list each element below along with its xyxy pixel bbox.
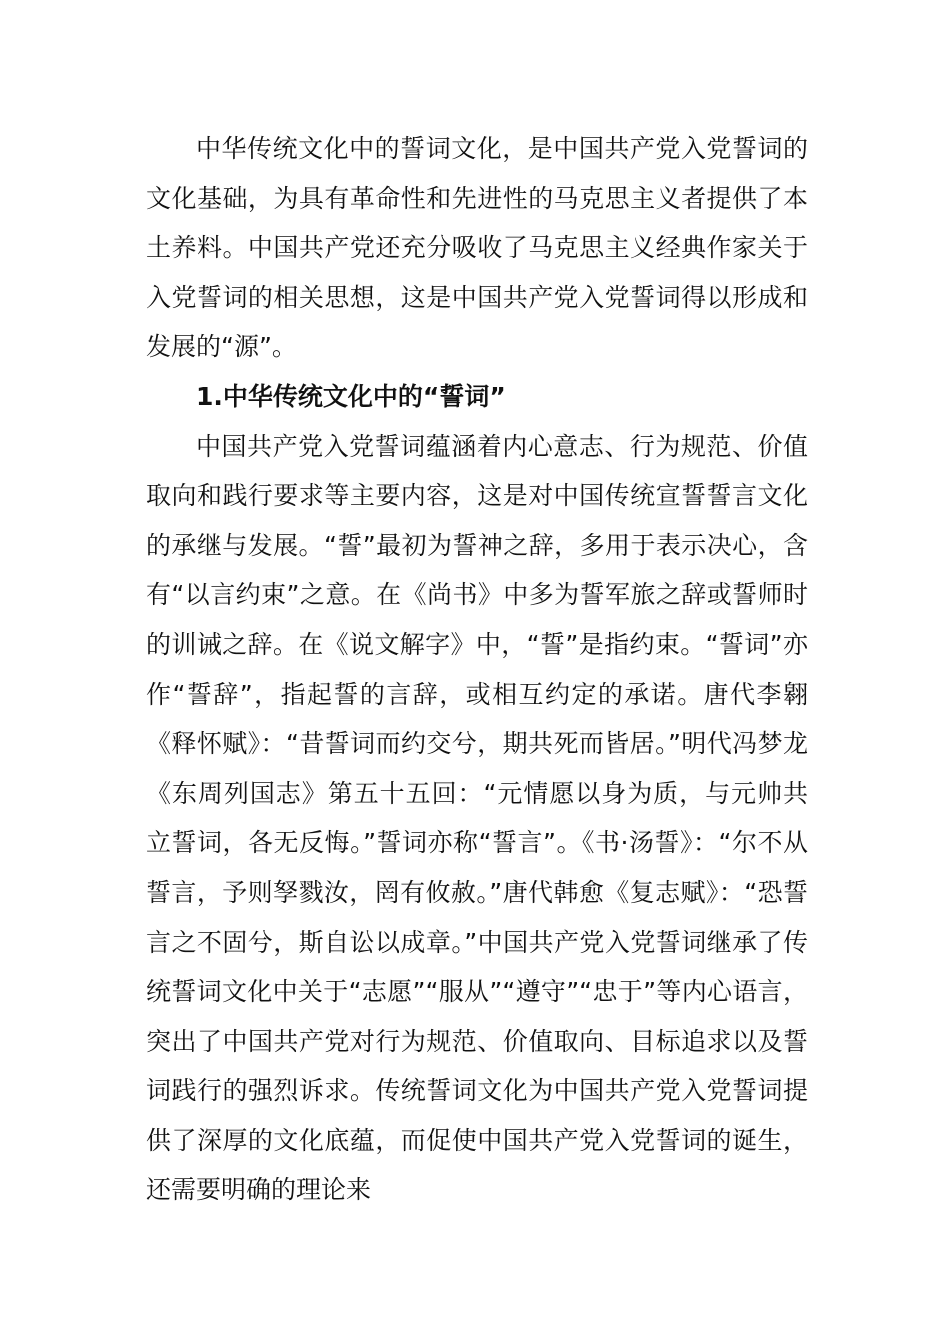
section-heading: 1.中华传统文化中的“誓词”	[196, 381, 506, 411]
paragraph-oath-culture: 中国共产党入党誓词蕴涵着内心意志、行为规范、价值取向和践行要求等主要内容，这是对中国传统宣誓誓言文化的承继与发展。“誓”最初为誓神之辞，多用于表示决心，含有“以言约束”之意。在《尚书》中多为誓军旅之辞或誓师时的训诫之辞。在《说文解字》中，“誓”是指约束。“誓词”亦作“誓辞”，指起誓的言辞，或相互约定的承诺。唐代李翱《释怀赋》：“昔誓词而约交兮，期共死而皆居。”明代冯梦龙《东周列国志》第五十五回：“元情愿以身为质，与元帅共立誓词，各无反悔。”誓词亦称“誓言”。《书·汤誓》：“尔不从誓言，予则孥戮汝，罔有攸赦。”唐代韩愈《复志赋》：“恐誓言之不固兮，斯自讼以成章。”中国共产党入党誓词继承了传统誓词文化中关于“志愿”“服从”“遵守”“忠于”等内心语言，突出了中国共产党对行为规范、价值取向、目标追求以及誓词践行的强烈诉求。传统誓词文化为中国共产党入党誓词提供了深厚的文化底蕴，而促使中国共产党入党誓词的诞生，还需要明确的理论来	[146, 431, 808, 1205]
paragraph-intro: 中华传统文化中的誓词文化，是中国共产党入党誓词的文化基础，为具有革命性和先进性的马克思主义者提供了本土养料。中国共产党还充分吸收了马克思主义经典作家关于入党誓词的相关思想，这是中国共产党入党誓词得以形成和发展的“源”。	[146, 134, 808, 362]
document-body	[146, 124, 808, 1215]
